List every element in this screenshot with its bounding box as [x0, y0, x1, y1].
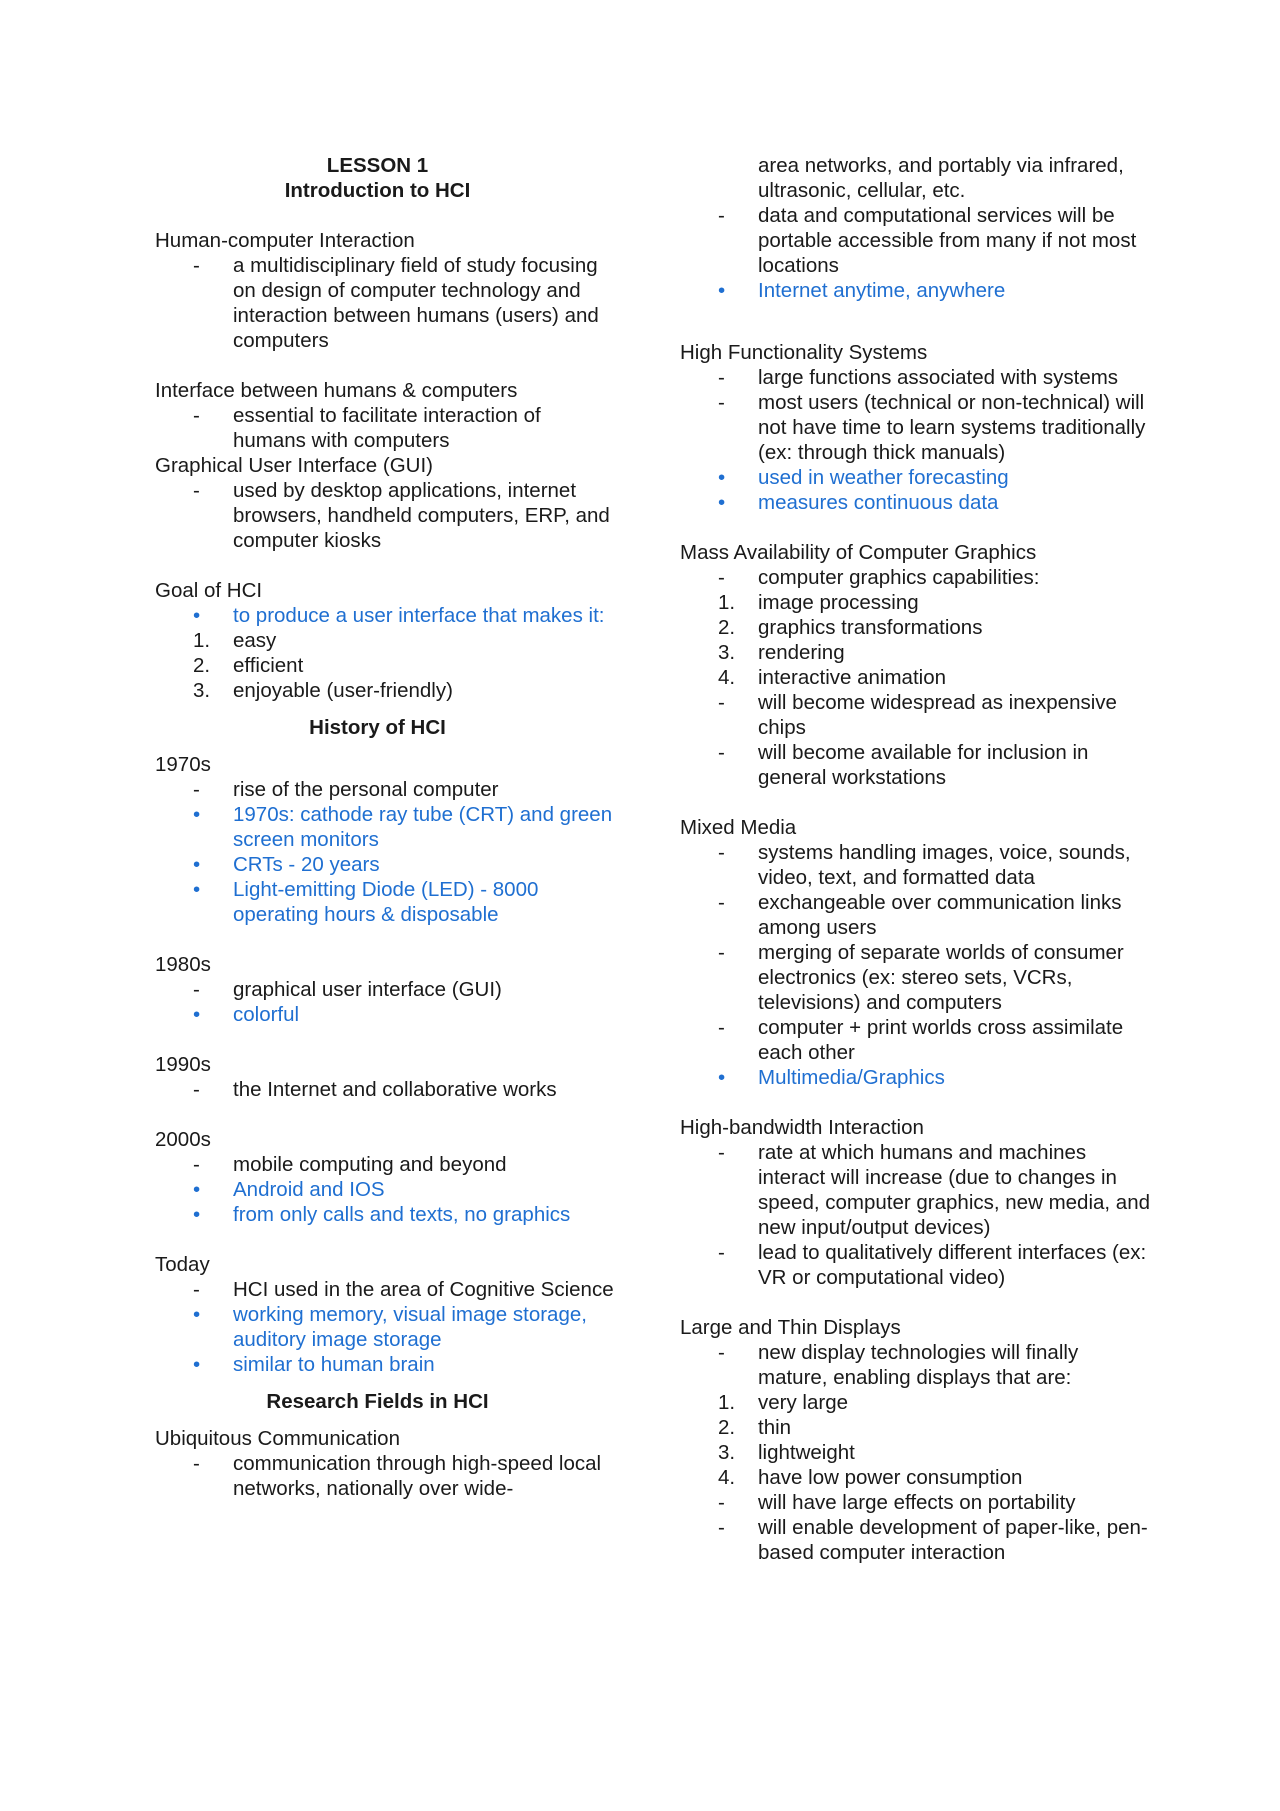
list-item-text: a multidisciplinary field of study focusing on design of computer technology and interaction between humans (users) and computers — [233, 254, 599, 352]
list-item-text: rise of the personal computer — [233, 778, 499, 801]
list-item — [155, 1077, 615, 1102]
section-heading: High Functionality Systems — [680, 341, 928, 364]
list-item-text: enjoyable (user-friendly) — [233, 679, 453, 702]
list-item — [680, 590, 1150, 615]
number-marker: 2. — [193, 654, 211, 677]
list-item — [680, 1440, 1150, 1465]
dash-marker: - — [718, 366, 725, 389]
dash-marker: - — [718, 1491, 725, 1514]
dash-marker: - — [718, 691, 725, 714]
section-heading: 1990s — [155, 1053, 211, 1076]
list-item — [155, 777, 615, 802]
list-item-text: lead to qualitatively different interfaces (ex: VR or computational video) — [758, 1241, 1147, 1289]
list-item-text: exchangeable over communication links among users — [758, 891, 1122, 939]
list-item — [155, 253, 615, 353]
section-goal — [155, 578, 615, 703]
list-item-text: will become available for inclusion in general workstations — [758, 741, 1089, 789]
list-item-text: thin — [758, 1416, 792, 1439]
list-item-text: merging of separate worlds of consumer electronics (ex: stereo sets, VCRs, televisions) and computers — [758, 941, 1124, 1014]
list-item — [680, 890, 1150, 940]
section-high-bandwidth — [680, 1115, 1150, 1290]
list-item-text: easy — [233, 629, 277, 652]
bullet-marker: • — [193, 1203, 201, 1226]
list-item-text: will have large effects on portability — [758, 1491, 1076, 1514]
list-item — [680, 390, 1150, 465]
number-marker — [680, 153, 758, 203]
section-high-functionality — [680, 340, 1150, 515]
list-item — [155, 603, 615, 628]
number-marker: 1. — [718, 1391, 736, 1414]
section-today — [155, 1252, 615, 1377]
list-item — [155, 1152, 615, 1177]
list-item-text: data and computational services will be portable accessible from many if not most locations — [758, 204, 1137, 277]
dash-marker: - — [718, 391, 725, 414]
bullet-marker: • — [718, 1066, 726, 1089]
right-column — [680, 153, 1150, 1565]
list-item-text: most users (technical or non-technical) will not have time to learn systems traditionally (ex: through thick manuals) — [758, 391, 1146, 464]
list-item-text: the Internet and collaborative works — [233, 1078, 557, 1101]
list-item — [680, 278, 1150, 303]
section-2000s — [155, 1127, 615, 1227]
list-item-text: from only calls and texts, no graphics — [233, 1203, 571, 1226]
list-item-text: communication through high-speed local networks, nationally over wide- — [233, 1452, 602, 1500]
list-item-text: efficient — [233, 654, 304, 677]
dash-marker: - — [718, 1516, 725, 1539]
section-heading: High-bandwidth Interaction — [680, 1116, 924, 1139]
bullet-marker: • — [193, 604, 201, 627]
number-marker: 3. — [193, 679, 211, 702]
number-marker: 2. — [718, 616, 736, 639]
list-item-text: used by desktop applications, internet browsers, handheld computers, ERP, and computer kiosks — [233, 479, 610, 552]
dash-marker: - — [718, 204, 725, 227]
dash-marker: - — [193, 1078, 200, 1101]
list-item — [680, 640, 1150, 665]
list-item — [680, 1015, 1150, 1065]
section-interface — [155, 378, 615, 453]
list-item — [155, 1202, 615, 1227]
section-large-thin-displays — [680, 1315, 1150, 1565]
dash-marker: - — [718, 1016, 725, 1039]
dash-marker: - — [193, 1153, 200, 1176]
list-item — [680, 840, 1150, 890]
dash-marker: - — [193, 778, 200, 801]
dash-marker: - — [718, 1341, 725, 1364]
list-item-text: similar to human brain — [233, 1353, 435, 1376]
list-item-text: have low power consumption — [758, 1466, 1023, 1489]
bullet-marker: • — [193, 1303, 201, 1326]
section-heading: 1980s — [155, 953, 211, 976]
list-item-text: will become widespread as inexpensive chips — [758, 691, 1117, 739]
history-heading: History of HCI — [309, 716, 446, 739]
left-column — [155, 153, 615, 1501]
list-item — [155, 403, 615, 453]
bullet-marker: • — [193, 803, 201, 826]
list-item-text: measures continuous data — [758, 491, 999, 514]
section-heading: 1970s — [155, 753, 211, 776]
section-ubiquitous-continued — [680, 153, 1150, 303]
list-item — [680, 1390, 1150, 1415]
section-hci-definition — [155, 228, 615, 353]
list-item — [680, 615, 1150, 640]
section-heading: 2000s — [155, 1128, 211, 1151]
bullet-marker: • — [193, 1178, 201, 1201]
list-item-text: HCI used in the area of Cognitive Science — [233, 1278, 614, 1301]
section-heading: Today — [155, 1253, 210, 1276]
section-heading: Human-computer Interaction — [155, 229, 415, 252]
section-ubiquitous — [155, 1426, 615, 1501]
list-item — [680, 1340, 1150, 1390]
list-item-text: colorful — [233, 1003, 300, 1026]
list-item — [680, 740, 1150, 790]
list-item-text: 1970s: cathode ray tube (CRT) and green screen monitors — [233, 803, 613, 851]
bullet-marker: • — [718, 279, 726, 302]
list-item — [155, 678, 615, 703]
list-item-text: graphical user interface (GUI) — [233, 978, 502, 1001]
list-item — [680, 490, 1150, 515]
list-item — [155, 877, 615, 927]
list-item-text: graphics transformations — [758, 616, 983, 639]
list-item-text: CRTs - 20 years — [233, 853, 380, 876]
dash-marker: - — [718, 941, 725, 964]
dash-marker: - — [718, 1141, 725, 1164]
list-item-text: area networks, and portably via infrared, ultrasonic, cellular, etc. — [758, 154, 1124, 202]
section-1980s — [155, 952, 615, 1027]
number-marker: 4. — [718, 666, 736, 689]
dash-marker: - — [193, 1452, 200, 1475]
list-item-text: Android and IOS — [233, 1178, 385, 1201]
section-mixed-media — [680, 815, 1150, 1090]
dash-marker: - — [193, 404, 200, 427]
number-marker: 1. — [193, 629, 211, 652]
list-item — [680, 1240, 1150, 1290]
bullet-marker: • — [718, 491, 726, 514]
lesson-number: LESSON 1 — [326, 154, 429, 177]
bullet-marker: • — [193, 1003, 201, 1026]
section-heading: Ubiquitous Communication — [155, 1427, 400, 1450]
list-item — [155, 653, 615, 678]
list-item — [680, 1065, 1150, 1090]
list-item — [155, 1002, 615, 1027]
list-item — [155, 1352, 615, 1377]
list-item — [155, 852, 615, 877]
list-item-text: Multimedia/Graphics — [758, 1066, 945, 1089]
dash-marker: - — [718, 741, 725, 764]
list-item — [680, 1490, 1150, 1515]
list-item — [680, 465, 1150, 490]
list-item — [680, 940, 1150, 1015]
dash-marker: - — [718, 566, 725, 589]
list-item — [155, 628, 615, 653]
dash-marker: - — [718, 1241, 725, 1264]
list-item-text: Internet anytime, anywhere — [758, 279, 1006, 302]
bullet-marker: • — [193, 878, 201, 901]
list-item-text: rate at which humans and machines interact will increase (due to changes in speed, computer graphics, new media, and new input/output devices) — [758, 1141, 1151, 1239]
section-1970s — [155, 752, 615, 927]
list-item-text: used in weather forecasting — [758, 466, 1009, 489]
list-item-text: new display technologies will finally mature, enabling displays that are: — [758, 1341, 1079, 1389]
lesson-title: Introduction to HCI — [284, 179, 471, 202]
section-heading: Graphical User Interface (GUI) — [155, 454, 433, 477]
list-item — [680, 365, 1150, 390]
dash-marker: - — [718, 891, 725, 914]
dash-marker: - — [193, 254, 200, 277]
list-item-text: working memory, visual image storage, auditory image storage — [233, 1303, 587, 1351]
list-item — [155, 1302, 615, 1352]
section-heading: Mixed Media — [680, 816, 797, 839]
list-item-text: computer graphics capabilities: — [758, 566, 1040, 589]
list-item-text: to produce a user interface that makes it: — [233, 604, 605, 627]
bullet-marker: • — [718, 466, 726, 489]
list-item — [155, 1451, 615, 1501]
list-item — [155, 802, 615, 852]
section-heading: Mass Availability of Computer Graphics — [680, 541, 1037, 564]
lesson-title-block — [155, 153, 600, 203]
list-item-text: will enable development of paper-like, pen-based computer interaction — [758, 1516, 1148, 1564]
section-1990s — [155, 1052, 615, 1102]
list-item — [155, 977, 615, 1002]
section-mass-graphics — [680, 540, 1150, 790]
list-item-text: image processing — [758, 591, 919, 614]
list-item-text: large functions associated with systems — [758, 366, 1119, 389]
list-item — [680, 1465, 1150, 1490]
bullet-marker: • — [193, 1353, 201, 1376]
section-heading: Goal of HCI — [155, 579, 263, 602]
number-marker: 3. — [718, 1441, 736, 1464]
dash-marker: - — [193, 1278, 200, 1301]
list-item — [155, 478, 615, 553]
list-item-text: essential to facilitate interaction of humans with computers — [233, 404, 541, 452]
list-item-text: systems handling images, voice, sounds, video, text, and formatted data — [758, 841, 1131, 889]
dash-marker: - — [193, 479, 200, 502]
list-item-text: interactive animation — [758, 666, 947, 689]
list-item — [680, 203, 1150, 278]
list-item — [680, 153, 1150, 203]
list-item — [680, 1140, 1150, 1240]
list-item — [680, 690, 1150, 740]
list-item — [680, 1515, 1150, 1565]
list-item — [680, 665, 1150, 690]
list-item-text: mobile computing and beyond — [233, 1153, 507, 1176]
list-item-text: computer + print worlds cross assimilate each other — [758, 1016, 1124, 1064]
list-item-text: very large — [758, 1391, 849, 1414]
list-item-text: Light-emitting Diode (LED) - 8000 operating hours & disposable — [233, 878, 539, 926]
list-item-text: rendering — [758, 641, 845, 664]
dash-marker: - — [718, 841, 725, 864]
number-marker: 3. — [718, 641, 736, 664]
list-item — [155, 1177, 615, 1202]
section-gui — [155, 453, 615, 553]
number-marker: 1. — [718, 591, 736, 614]
number-marker: 2. — [718, 1416, 736, 1439]
list-item — [155, 1277, 615, 1302]
research-heading: Research Fields in HCI — [266, 1390, 489, 1413]
section-heading: Interface between humans & computers — [155, 379, 518, 402]
bullet-marker: • — [193, 853, 201, 876]
section-heading: Large and Thin Displays — [680, 1316, 901, 1339]
number-marker: 4. — [718, 1466, 736, 1489]
list-item — [680, 1415, 1150, 1440]
dash-marker: - — [193, 978, 200, 1001]
list-item — [680, 565, 1150, 590]
list-item-text: lightweight — [758, 1441, 855, 1464]
